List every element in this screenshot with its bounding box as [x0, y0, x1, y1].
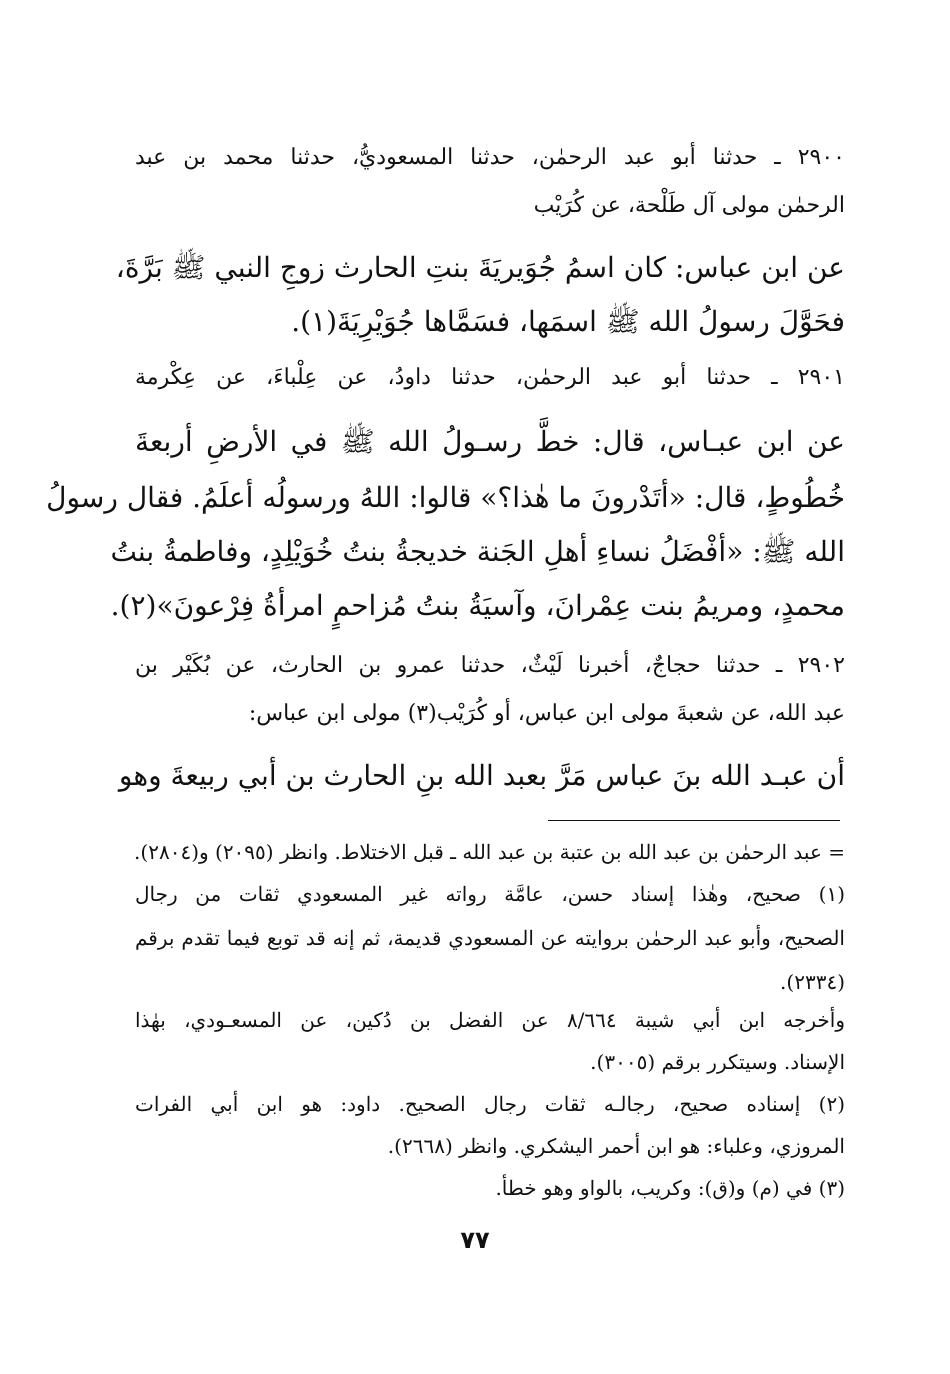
footnote-2-line-2: المروزي، وعلباء: هو ابن أحمر اليشكري. وانظر (٢٦٦٨).: [387, 1134, 845, 1158]
hadith-2900-matn-line-1: عن ابن عباس: كان اسمُ جُوَيريَةَ بنتِ الحارث زوجِ النبي ﷺ بَرَّةَ،: [115, 251, 845, 284]
footnote-1-line-1: (١) صحيح، وهٰذا إسناد حسن، عامَّة رواته غير المسعودي ثقات من رجال: [135, 882, 845, 906]
hadith-2900-isnad-line-1: ٢٩٠٠ ـ حدثنا أبو عبد الرحمٰن، حدثنا المسعوديُّ، حدثنا محمد بن عبد: [135, 145, 845, 170]
hadith-2900-matn-line-2: فحَوَّلَ رسولُ الله ﷺ اسمَها، فسَمَّاها جُوَيْرِيَةَ(١).: [291, 305, 845, 338]
footnote-2-line-1: (٢) إسناده صحيح، رجالـه ثقات رجال الصحيح. داود: هو ابن أبي الفرات: [135, 1092, 846, 1116]
hadith-2901-matn-line-3: الله ﷺ: «أفْضَلُ نساءِ أهلِ الجَنة خديجةُ بنتُ خُوَيْلِدٍ، وفاطمةُ بنتُ: [110, 535, 845, 568]
footnote-1-line-4: وأخرجه ابن أبي شيبة ٨/٦٦٤ عن الفضل بن دُكين، عن المسعـودي، بهٰذا: [135, 1008, 845, 1032]
hadith-2902-isnad-line-2: عبد الله، عن شعبةَ مولى ابن عباس، أو كُرَيْب(٣) مولى ابن عباس:: [248, 701, 845, 726]
footnote-separator: [548, 820, 840, 821]
hadith-2902-isnad-line-1: ٢٩٠٢ ـ حدثنا حجاجٌ، أخبرنا لَيْثٌ، حدثنا عمرو بن الحارث، عن بُكَيْر بن: [135, 653, 845, 678]
page-number: ٧٧: [460, 1226, 490, 1254]
hadith-2902-matn-line-1: أن عبـد الله بنَ عباس مَرَّ بعبد الله بنِ الحارث بن أبي ربيعةَ وهو: [118, 759, 845, 792]
hadith-2901-isnad-line-1: ٢٩٠١ ـ حدثنا أبو عبد الرحمٰن، حدثنا داودُ، عن عِلْباءَ، عن عِكْرمة: [135, 365, 845, 390]
hadith-2901-matn-line-4: محمدٍ، ومريمُ بنت عِمْرانَ، وآسيَةُ بنتُ مُزاحمٍ امرأةُ فِرْعونَ»(٢).: [110, 589, 845, 622]
hadith-2901-matn-line-2: خُطُوطٍ، قال: «أتَدْرونَ ما هٰذا؟» قالوا: اللهُ ورسولُه أعلَمُ. فقال رسولُ: [46, 481, 845, 514]
hadith-2900-isnad-line-2: الرحمٰن مولى آل طَلْحة، عن كُرَيْب: [533, 193, 845, 218]
hadith-2901-matn-line-1: عن ابن عبـاس، قال: خطَّ رسـولُ الله ﷺ في الأرضِ أربعةَ: [135, 425, 845, 458]
footnote-1-line-5: الإسناد. وسيتكرر برقم (٣٠٠٥).: [590, 1050, 845, 1074]
footnote-3-line-1: (٣) في (م) و(ق): وكريب، بالواو وهو خطأ.: [495, 1176, 845, 1200]
footnote-1-line-2: الصحيح، وأبو عبد الرحمٰن بروايته عن المسعودي قديمة، ثم إنه قد توبع فيما تقدم برقم: [135, 926, 845, 950]
footnote-continuation: = عبد الرحمٰن بن عبد الله بن عتبة بن عبد الله ـ قبل الاختلاط. وانظر (٢٠٩٥) و(٢٨٠٤).: [134, 840, 845, 864]
footnote-1-line-3: (٢٣٣٤).: [780, 970, 845, 994]
